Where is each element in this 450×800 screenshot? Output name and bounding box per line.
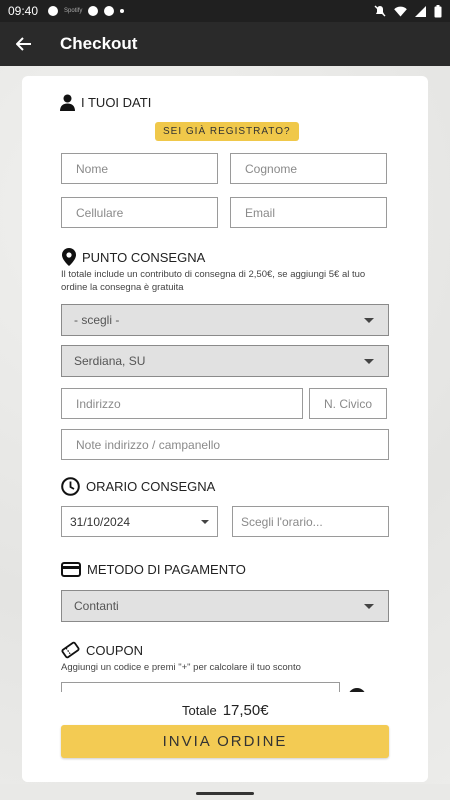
section-title: COUPON xyxy=(86,642,144,658)
punto-consegna-select[interactable] xyxy=(61,304,389,336)
registered-badge-button[interactable]: SEI GIÀ REGISTRATO? xyxy=(155,122,299,141)
signal-icon xyxy=(415,6,426,17)
app-bar xyxy=(0,22,450,66)
credit-card-icon xyxy=(61,562,81,577)
select-value: - scegli - xyxy=(74,313,120,327)
indirizzo-field[interactable]: Indirizzo xyxy=(61,388,303,419)
date-select[interactable] xyxy=(61,506,218,537)
status-time: 09:40 xyxy=(8,4,39,18)
civico-field[interactable]: N. Civico xyxy=(309,388,387,419)
delivery-note: Il totale include un contributo di consegna di 2,50€, se aggiungi 5€ al tuo ordine la consegna è gratuita xyxy=(61,269,366,293)
ticket-icon xyxy=(61,641,80,659)
chevron-down-icon xyxy=(201,520,209,524)
battery-icon xyxy=(434,5,442,18)
arrow-left-icon xyxy=(16,37,32,51)
section-title: METODO DI PAGAMENTO xyxy=(87,562,246,577)
mute-icon xyxy=(374,5,386,17)
citta-select[interactable] xyxy=(61,345,389,377)
cognome-field[interactable]: Cognome xyxy=(230,153,387,184)
time-field[interactable]: Scegli l'orario... xyxy=(232,506,389,537)
notification-icon xyxy=(88,6,98,16)
section-orario xyxy=(61,477,215,496)
note-indirizzo-field[interactable]: Note indirizzo / campanello xyxy=(61,429,389,460)
section-pagamento xyxy=(61,562,246,577)
notification-icon xyxy=(104,6,114,16)
chevron-down-icon xyxy=(364,604,374,609)
payment-method-select[interactable] xyxy=(61,590,389,622)
section-title: PUNTO CONSEGNA xyxy=(82,249,206,265)
email-field[interactable]: Email xyxy=(230,197,387,228)
nome-field[interactable]: Nome xyxy=(61,153,218,184)
total-label: Totale xyxy=(182,703,217,718)
section-consegna xyxy=(62,248,205,266)
section-coupon xyxy=(61,641,143,659)
total xyxy=(182,702,269,719)
clock-icon xyxy=(61,477,80,496)
checkout-card xyxy=(22,76,428,782)
notification-icons xyxy=(48,6,124,16)
cellulare-field[interactable]: Cellulare xyxy=(61,197,218,228)
chevron-down-icon xyxy=(364,359,374,364)
notification-icon xyxy=(48,6,58,16)
select-value: Serdiana, SU xyxy=(74,354,146,368)
system-nav-bar xyxy=(0,784,450,800)
user-icon xyxy=(60,94,75,111)
section-dati xyxy=(60,94,151,111)
wifi-icon xyxy=(394,6,407,17)
map-pin-icon xyxy=(62,248,76,266)
section-title: ORARIO CONSEGNA xyxy=(86,479,216,494)
home-gesture-handle[interactable] xyxy=(196,792,254,795)
status-bar xyxy=(0,0,450,22)
back-button[interactable] xyxy=(0,37,48,51)
chevron-down-icon xyxy=(364,318,374,323)
coupon-note: Aggiungi un codice e premi "+" per calcolare il tuo sconto xyxy=(61,662,301,673)
more-notifications-icon xyxy=(120,9,124,13)
system-icons xyxy=(374,5,442,18)
select-value: Contanti xyxy=(74,599,119,613)
total-value: 17,50€ xyxy=(222,702,269,719)
page-title: Checkout xyxy=(60,34,138,53)
spotify-icon: Spotify xyxy=(64,8,83,14)
select-value: 31/10/2024 xyxy=(70,514,131,529)
submit-order-button[interactable]: INVIA ORDINE xyxy=(61,725,389,758)
section-title: I TUOI DATI xyxy=(81,95,152,110)
